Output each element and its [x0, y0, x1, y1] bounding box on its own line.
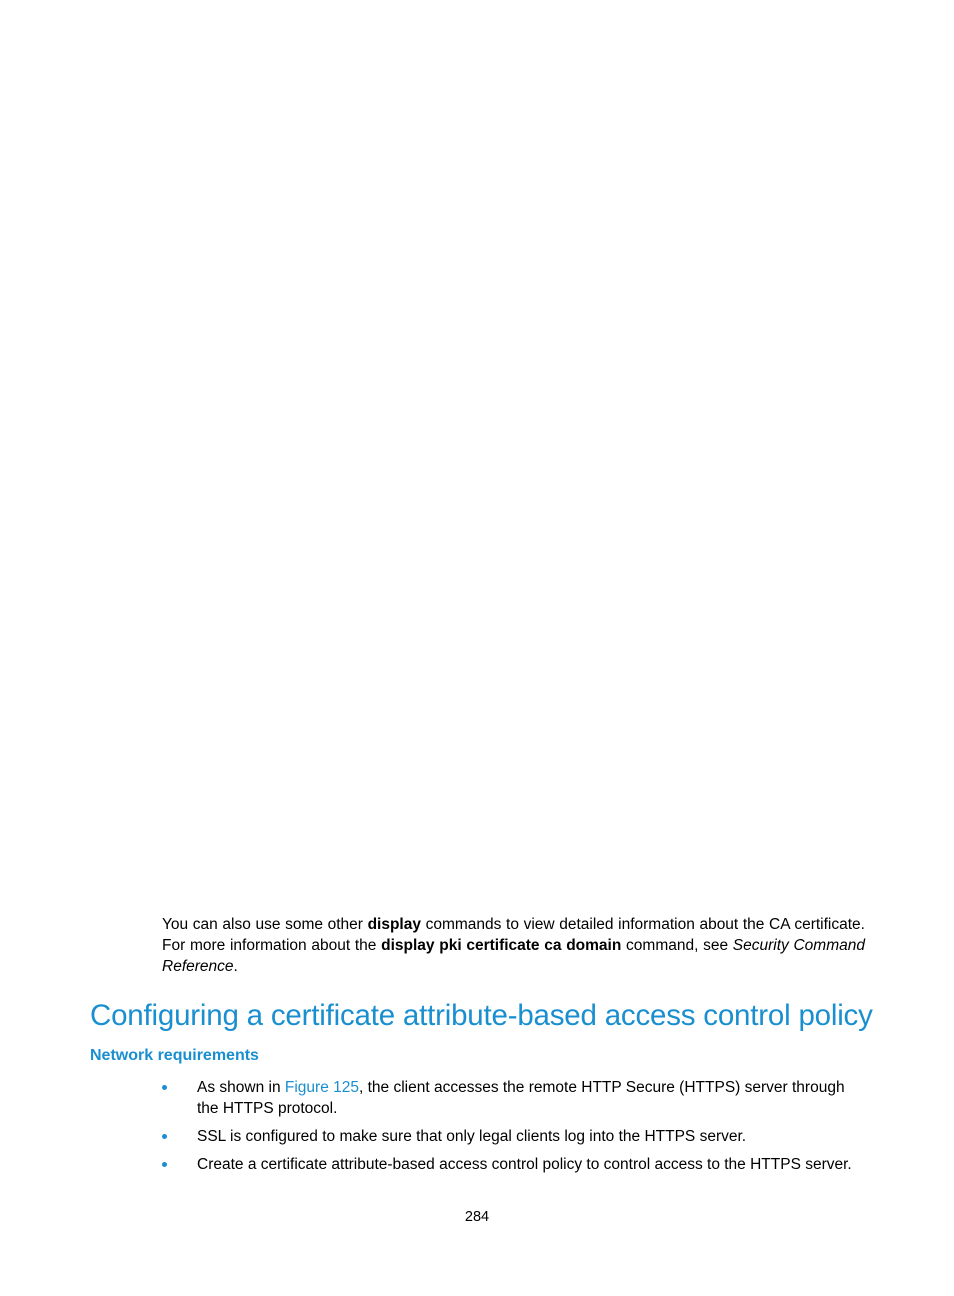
intro-text-1: You can also use some other [162, 916, 368, 933]
requirements-list [162, 1077, 865, 1182]
intro-paragraph [162, 914, 865, 977]
list-item [162, 1077, 865, 1119]
bullet-text: SSL is configured to make sure that only legal clients log into the HTTPS server. [197, 1128, 747, 1145]
display-pki-command: display pki certificate ca domain [381, 937, 622, 954]
bullet-text-pre: As shown in [197, 1079, 285, 1096]
figure-125-link[interactable]: Figure 125 [284, 1079, 359, 1096]
intro-text-3: command, see [621, 937, 733, 954]
bullet-icon [162, 1162, 167, 1167]
bullet-text: Create a certificate attribute-based access control policy to control access to the HTTPS server. [197, 1156, 852, 1173]
intro-text-4: . [233, 958, 238, 975]
intro-text-2: commands to view detailed information about the CA certificate. For more information about the [162, 916, 865, 954]
bullet-icon [162, 1085, 167, 1090]
bullet-text-post: , the client accesses the remote HTTP Secure (HTTPS) server through the HTTPS protocol. [197, 1079, 845, 1117]
section-heading: Configuring a certificate attribute-based access control policy [90, 999, 873, 1032]
bullet-icon [162, 1134, 167, 1139]
subsection-heading: Network requirements [90, 1047, 259, 1064]
list-item [162, 1154, 865, 1175]
display-command: display [367, 916, 421, 933]
page-number: 284 [464, 1209, 490, 1225]
security-command-reference: Security Command Reference [162, 937, 865, 975]
list-item [162, 1126, 865, 1147]
